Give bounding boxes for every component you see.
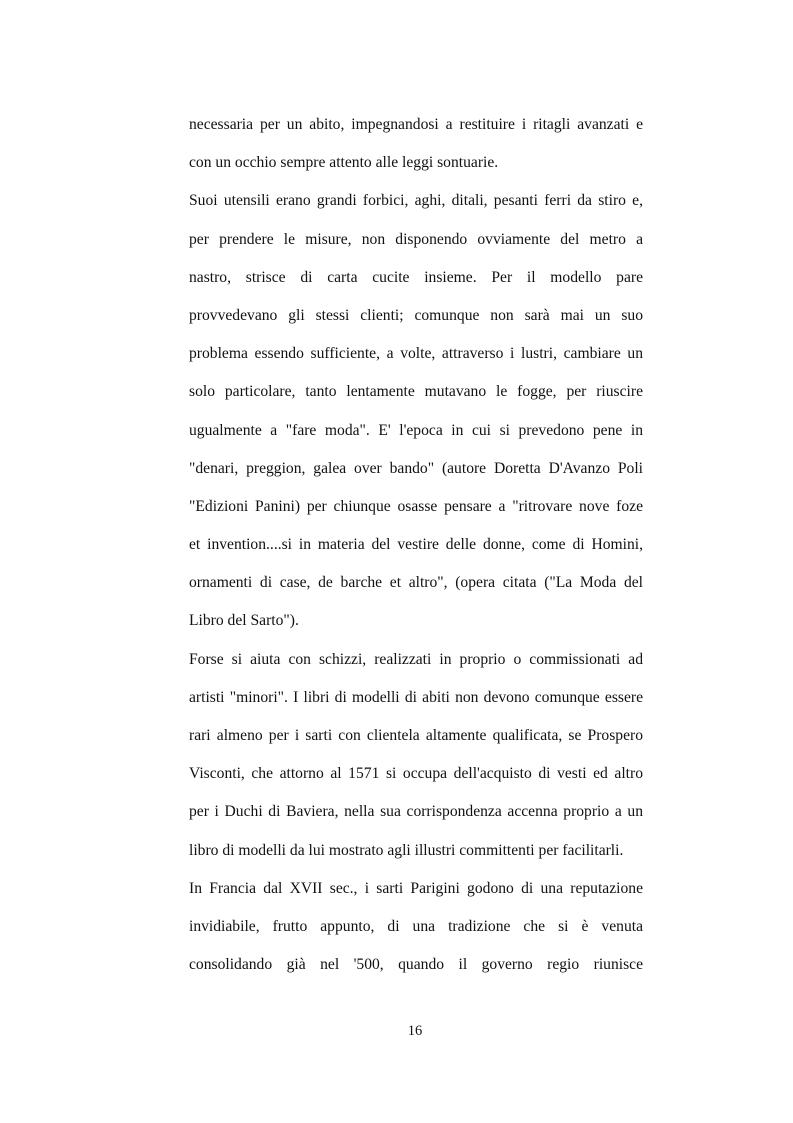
text-line: per i Duchi di Baviera, nella sua corrispondenza accenna proprio a un xyxy=(189,803,643,821)
text-line: Suoi utensili erano grandi forbici, aghi, ditali, pesanti ferri da stiro e, xyxy=(189,192,643,210)
body-text xyxy=(189,110,643,988)
page-number: 16 xyxy=(407,1023,423,1039)
text-line: con un occhio sempre attento alle leggi sontuarie. xyxy=(189,154,499,172)
text-line: et invention....si in materia del vestire delle donne, come di Homini, xyxy=(189,536,643,554)
text-line: Libro del Sarto"). xyxy=(189,612,299,630)
text-line: "denari, preggion, galea over bando" (autore Doretta D'Avanzo Poli xyxy=(189,459,643,477)
text-line: rari almeno per i sarti con clientela altamente qualificata, se Prospero xyxy=(189,727,643,744)
text-line: provvedevano gli stessi clienti; comunque non sarà mai un suo xyxy=(189,306,643,324)
text-line: Forse si aiuta con schizzi, realizzati in proprio o commissionati ad xyxy=(189,650,643,668)
text-line: "Edizioni Panini) per chiunque osasse pensare a "ritrovare nove foze xyxy=(189,497,643,515)
text-line: libro di modelli da lui mostrato agli illustri committenti per facilitarli. xyxy=(189,841,624,859)
text-line: solo particolare, tanto lentamente mutavano le fogge, per riuscire xyxy=(189,383,643,401)
text-line: consolidando già nel '500, quando il governo regio riunisce xyxy=(189,956,643,974)
text-line: per prendere le misure, non disponendo ovviamente del metro a xyxy=(189,230,643,248)
text-line: Visconti, che attorno al 1571 si occupa dell'acquisto di vesti ed altro xyxy=(189,765,643,783)
text-line: problema essendo sufficiente, a volte, attraverso i lustri, cambiare un xyxy=(189,345,643,363)
text-line: artisti "minori". I libri di modelli di abiti non devono comunque essere xyxy=(189,688,643,706)
text-line: ugualmente a "fare moda". E' l'epoca in cui si prevedono pene in xyxy=(189,421,643,439)
text-line: necessaria per un abito, impegnandosi a restituire i ritagli avanzati e xyxy=(189,116,643,133)
text-line: nastro, strisce di carta cucite insieme. Per il modello pare xyxy=(189,268,643,286)
text-line: ornamenti di case, de barche et altro", (opera citata ("La Moda del xyxy=(189,574,643,592)
text-line: invidiabile, frutto appunto, di una tradizione che si è venuta xyxy=(189,917,643,935)
text-line: In Francia dal XVII sec., i sarti Parigini godono di una reputazione xyxy=(189,879,643,897)
